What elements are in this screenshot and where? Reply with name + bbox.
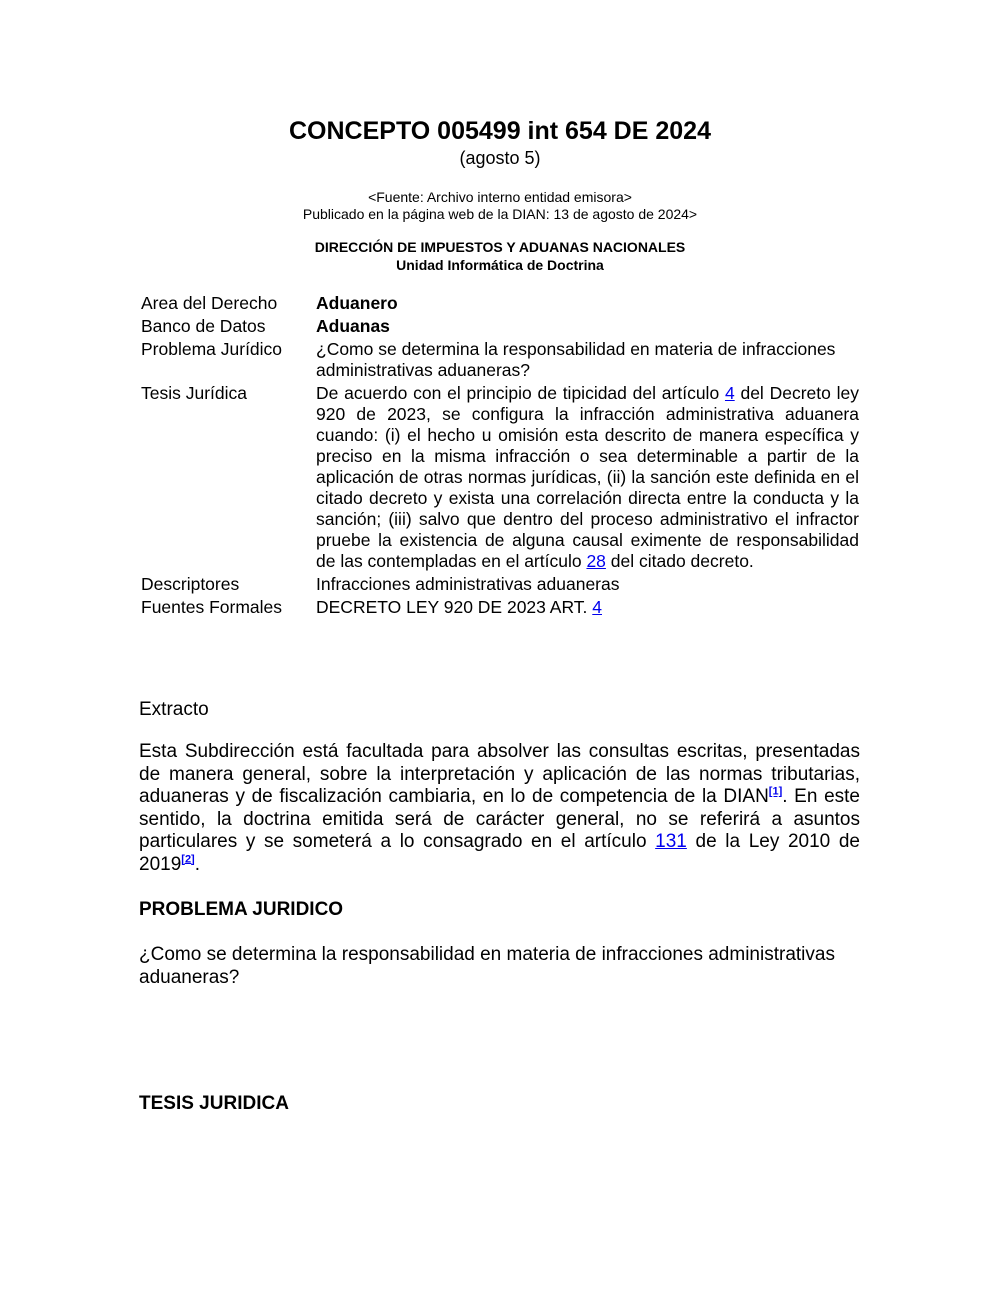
meta-value-problema: ¿Como se determina la responsabilidad en materia de infracciones administrativas aduaneras? [316, 339, 836, 380]
document-date: (agosto 5) [459, 148, 541, 168]
footnote-2-link[interactable]: [2] [181, 853, 195, 866]
meta-value-area: Aduanero [316, 293, 398, 313]
extracto-text-part2: . En este sentido, la doctrina emitida será de carácter general, no se referirá a asuntos particulares y se someterá a lo consagrado en el artículo [139, 786, 860, 852]
meta-label-fuentes: Fuentes Formales [141, 597, 283, 617]
meta-row-problema [141, 339, 859, 381]
meta-row-area [141, 293, 859, 314]
meta-label-tesis: Tesis Jurídica [141, 383, 248, 403]
meta-label-area: Area del Derecho [141, 293, 278, 313]
document-title: CONCEPTO 005499 int 654 DE 2024 [289, 117, 711, 145]
article-28-link[interactable]: 28 [586, 551, 606, 571]
meta-row-fuentes [141, 597, 859, 618]
extracto-paragraph [139, 741, 860, 876]
problema-paragraph: ¿Como se determina la responsabilidad en materia de infracciones administrativas aduaneras? [139, 944, 835, 988]
metadata-table [141, 293, 859, 620]
fuentes-text: DECRETO LEY 920 DE 2023 ART. [316, 597, 593, 617]
source-note: <Fuente: Archivo interno entidad emisora> [368, 189, 632, 205]
footnote-1-link[interactable]: [1] [768, 785, 783, 798]
meta-value-tesis [316, 383, 859, 572]
tesis-text-part2: del Decreto ley 920 de 2023, se configura la infracción administrativa aduanera cuando: (i) el hecho u omisión esta descrito de manera específica y preciso en la misma infracción o sea determinable a partir de la aplicación de otras normas jurídicas, (ii) la sanción este definida en el citado decreto y exista una correlación directa entre la conducta y la sanción; (iii) salvo que dentro del proceso administrativo el infractor pruebe la existencia de alguna causal eximente de responsabilidad de las contempladas en el artículo [316, 383, 859, 571]
unit-name: Unidad Informática de Doctrina [396, 257, 604, 273]
meta-value-banco: Aduanas [316, 316, 390, 336]
agency-name: DIRECCIÓN DE IMPUESTOS Y ADUANAS NACIONALES [314, 239, 686, 255]
meta-value-fuentes [316, 597, 859, 618]
meta-row-descriptores [141, 574, 859, 595]
extracto-text-part4: . [194, 853, 201, 875]
extracto-text-part3: de la Ley 2010 de 2019 [139, 831, 860, 875]
meta-label-problema: Problema Jurídico [141, 339, 283, 359]
meta-row-tesis [141, 383, 859, 572]
meta-value-descriptores: Infracciones administrativas aduaneras [316, 574, 620, 594]
article-4-link[interactable]: 4 [724, 383, 735, 403]
tesis-heading: TESIS JURIDICA [139, 1093, 289, 1114]
extracto-label: Extracto [139, 699, 209, 720]
extracto-text-part1: Esta Subdirección está facultada para absolver las consultas escritas, presentadas de manera general, sobre la interpretación y aplicación de las normas tributarias, aduaneras y de fiscalización cambiaria, en lo de competencia de la DIAN [139, 741, 860, 807]
problema-heading: PROBLEMA JURIDICO [139, 899, 344, 920]
tesis-text-part3: del citado decreto. [605, 551, 754, 571]
meta-label-descriptores: Descriptores [141, 574, 240, 594]
publication-note: Publicado en la página web de la DIAN: 13 de agosto de 2024> [302, 206, 698, 222]
tesis-text-part1: De acuerdo con el principio de tipicidad del artículo [316, 383, 725, 403]
meta-label-banco: Banco de Datos [141, 316, 266, 336]
meta-row-banco [141, 316, 859, 337]
article-131-link[interactable]: 131 [655, 831, 687, 852]
fuentes-article-4-link[interactable]: 4 [592, 597, 602, 617]
